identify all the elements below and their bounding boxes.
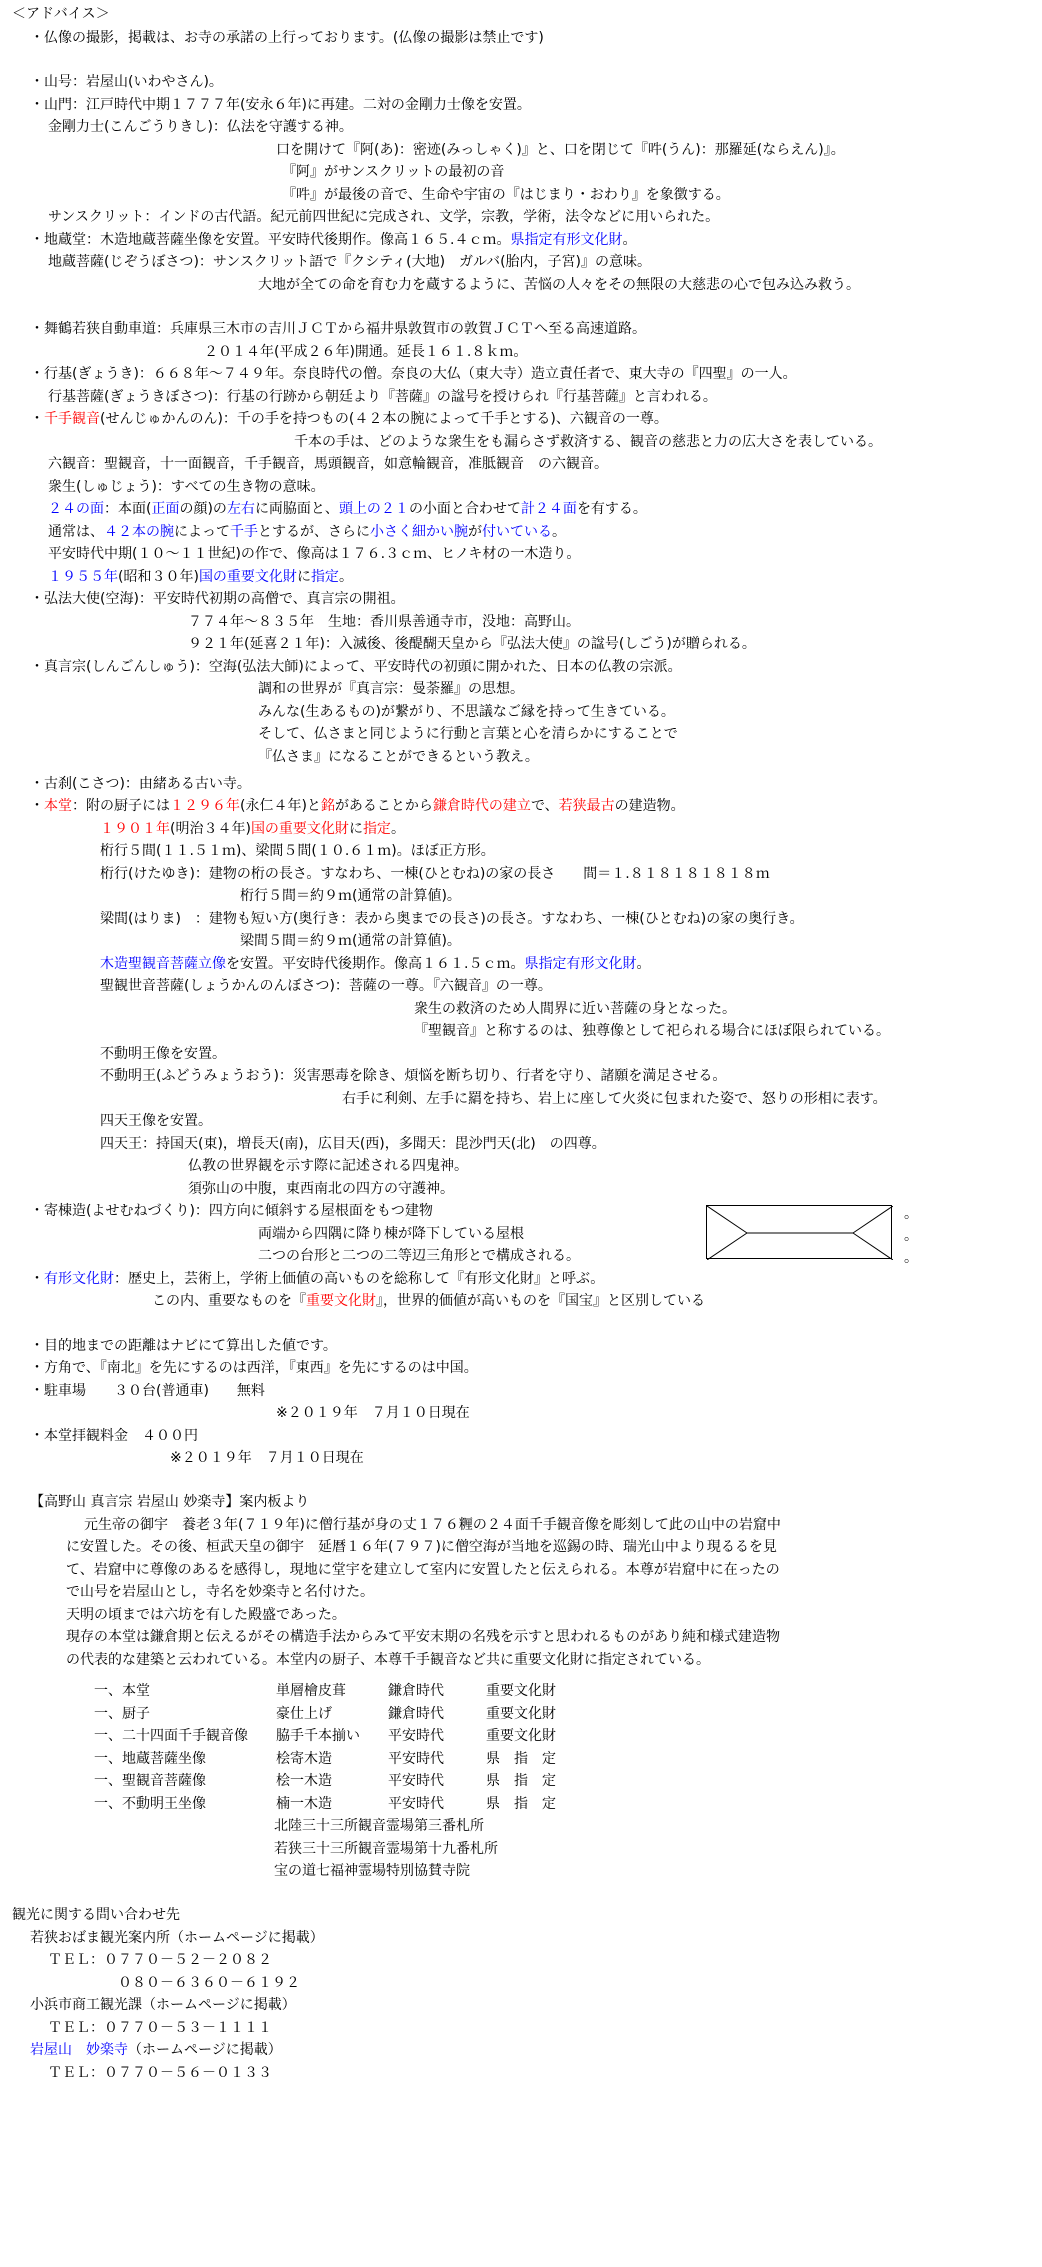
hip-roof-diagram [706,1205,892,1259]
text-line [48,456,608,472]
line-text: の小面と合わせて [408,501,521,517]
text-line [188,636,756,652]
highlight-blue-text: 付いている [482,524,552,540]
highlight-blue-text: 県指定有形文化財 [524,956,637,972]
highlight-blue-text: 岩屋山 妙楽寺 [30,2042,128,2058]
text-line [48,501,647,517]
line-text: ・ [30,1271,44,1287]
text-line [94,1728,556,1744]
text-line [30,1338,337,1354]
text-line [100,1068,726,1084]
text-line [30,321,646,337]
line-text: ・山門：江戸時代中期１７７７年(安永６年)に再建。二対の金剛力士像を安置。 [30,97,531,113]
line-text: 不動明王像を安置。 [100,1046,226,1062]
text-line [66,1652,710,1668]
text-line [100,978,552,994]
text-line [170,1450,364,1466]
line-text: ・地蔵堂：木造地蔵菩薩坐像を安置。平安時代後期作。像高１６５.４ｃｍ。 [30,232,511,248]
line-text: 一、地蔵菩薩坐像 桧寄木造 平安時代 県 指 定 [94,1751,556,1767]
text-line [30,1271,604,1287]
text-line [258,1226,524,1242]
text-line [274,1863,470,1879]
line-text: 『仏さま』になることができるという教え。 [258,749,539,765]
highlight-blue-text: 有形文化財 [44,1271,114,1287]
text-line [30,776,251,792]
text-line [48,209,719,225]
line-text: 小浜市商工観光課（ホームページに掲載） [30,1997,296,2013]
text-line [30,1997,296,2013]
text-line [258,704,675,720]
text-line [30,366,797,382]
line-text: 桁行(けたゆき)：建物の桁の長さ。すなわち、一棟(ひとむね)の家の長さ 間＝１.８１８１８１８１８ｍ [100,866,770,882]
highlight-blue-text: 県指定有形文化財 [510,232,623,248]
line-text: 平安時代中期(１０～１１世紀)の作で、像高は１７６.３ｃｍ、ヒノキ材の一木造り。 [48,546,581,562]
text-line [94,1706,556,1722]
line-text: ＜アドバイス＞ [12,6,110,22]
line-text: 衆生(しゅじょう)：すべての生き物の意味。 [48,479,325,495]
highlight-blue-text: １９５５年 [48,569,118,585]
line-text: みんな(生あるもの)が繋がり、不思議なご縁を持って生きている。 [258,704,675,720]
line-text: (せんじゅかんのん)：千の手を持つもの(４２本の腕によって千手とする)、六観音の一尊。 [100,411,668,427]
line-text: を安置。平安時代後期作。像高１６１.５ｃｍ。 [226,956,525,972]
highlight-red-text: 銘 [320,798,335,814]
text-line [30,1494,309,1510]
text-line [48,546,580,562]
line-text: ・仏像の撮影，掲載は、お寺の承諾の上行っております。(仏像の撮影は禁止です) [30,30,544,46]
highlight-blue-text: 国の重要文化財 [198,569,297,585]
line-text: ・駐車場 ３０台(普通車) 無料 [30,1383,265,1399]
line-text: に [348,821,363,837]
line-text: 【高野山 真言宗 岩屋山 妙楽寺】案内板より [30,1494,310,1510]
line-text: そして、仏さまと同じように行動と言葉と心を清らかにすることで [258,726,678,742]
line-text: 不動明王(ふどうみょうおう)：災害悪毒を除き、煩悩を断ち切り、行者を守り、諸願を満足させる。 [100,1068,727,1084]
line-text: ・山号：岩屋山(いわやさん)。 [30,74,223,90]
text-line [282,164,504,180]
line-text: によって [174,524,230,540]
highlight-red-text: 若狭最古 [558,798,615,814]
text-line [100,1046,226,1062]
line-text: の顔)の [179,501,227,517]
line-text: ：本面( [104,501,152,517]
line-text: 現存の本堂は鎌倉期と伝えるがその構造手法からみて平安末期の名残を示すと思われるものがあり純和様式建造物 [66,1629,780,1645]
line-text: 。 [552,524,566,540]
highlight-blue-text: 小さく細かい腕 [370,524,468,540]
text-line [48,524,566,540]
text-line [100,843,495,859]
roof-note-dot: 。 [904,1250,918,1266]
line-text: 聖観世音菩薩(しょうかんのんぼさつ)：菩薩の一尊。『六観音』の一尊。 [100,978,552,994]
line-text: ・舞鶴若狭自動車道：兵庫県三木市の吉川ＪＣＴから福井県敦賀市の敦賀ＪＣＴへ至る高速道路。 [30,321,646,337]
line-text: ＴＥＬ：０７７０－５２－２０８２ [48,1952,272,1968]
text-line [258,277,860,293]
highlight-red-text: 指定 [362,821,391,837]
line-text: サンスクリット：インドの古代語。紀元前四世紀に完成され、文学，宗教，学術，法令などに用いられた。 [48,209,720,225]
line-text: (永仁４年)と [240,798,321,814]
line-text: 二つの台形と二つの二等辺三角形とで構成される。 [258,1248,580,1264]
line-text: 須弥山の中腹，東西南北の四方の守護神。 [188,1181,454,1197]
line-text: ・古刹(こさつ)：由緒ある古い寺。 [30,776,251,792]
text-line [100,1136,606,1152]
text-line [30,1930,324,1946]
line-text: ・ [30,798,44,814]
text-line [84,1517,781,1533]
text-line [152,1293,705,1309]
highlight-blue-text: 木造聖観音菩薩立像 [100,956,226,972]
text-line [100,956,650,972]
highlight-red-text: 本堂 [44,798,72,814]
text-line [94,1796,556,1812]
text-line [30,411,668,427]
text-line [240,888,461,904]
line-text: 桁行５間(１１.５１ｍ)、梁間５間(１０.６１ｍ)。ほぼ正方形。 [100,843,495,859]
line-text: 桁行５間＝約９ｍ(通常の計算値)。 [240,888,461,904]
line-text: の代表的な建築と云われている。本堂内の厨子、本尊千手観音など共に重要文化財に指定されている。 [66,1652,710,1668]
text-line [94,1751,556,1767]
line-text: ・ [30,411,44,427]
line-text: の建造物。 [614,798,685,814]
line-text: (昭和３０年) [118,569,199,585]
text-line [30,232,636,248]
line-text: ・行基(ぎょうき)：６６８年～７４９年。奈良時代の僧。奈良の大仏（東大寺）造立責任者で、東大寺の『四聖』の一人。 [30,366,797,382]
text-line [188,1158,468,1174]
text-line [48,2020,272,2036]
line-text: 一、本堂 単層檜皮葺 鎌倉時代 重要文化財 [94,1683,556,1699]
highlight-blue-text: ２４の面 [48,501,104,517]
line-text: ・本堂拝観料金 ４００円 [30,1428,198,1444]
text-line [48,479,325,495]
highlight-blue-text: 正面 [151,501,180,517]
text-line [276,142,845,158]
text-line [188,614,580,630]
text-line [240,933,461,949]
line-text: 口を開けて『阿(あ)：密迹(みっしゃく)』と、口を閉じて『吽(うん)：那羅延(ならえん)』。 [276,142,845,158]
line-text: 梁間(はりま) ：建物も短い方(奥行き：表から奥までの長さ)の長さ。すなわち、一棟(ひとむね)の家の奥行き。 [100,911,804,927]
text-line [294,434,882,450]
text-line [30,1428,198,1444]
line-text: に安置した。その後、桓武天皇の御宇 延暦１６年(７９７)に僧空海が当地を巡錫の時、瑞光山中より現るるを見 [66,1539,777,1555]
text-line [100,911,804,927]
text-line [258,749,539,765]
line-text: 四天王像を安置。 [100,1113,212,1129]
text-line [100,821,405,837]
text-line [66,1584,374,1600]
hip-roof-plan-drawing [707,1206,893,1260]
line-text: ・真言宗(しんごんしゅう)：空海(弘法大師)によって、平安時代の初頭に開かれた、日本の仏教の宗派。 [30,659,682,675]
line-text: ０８０－６３６０－６１９２ [118,1975,300,1991]
text-line [66,1562,780,1578]
line-text: ＴＥＬ：０７７０－５３－１１１１ [48,2020,272,2036]
text-line [48,389,717,405]
line-text: が [468,524,482,540]
text-line [282,187,730,203]
line-text: ・弘法大使(空海)：平安時代初期の高僧で、真言宗の開祖。 [30,591,405,607]
highlight-red-text: １２９６年 [170,798,240,814]
text-line [30,798,685,814]
text-line [48,254,651,270]
text-line [12,1907,180,1923]
line-text: 北陸三十三所観音霊場第三番札所 [274,1818,484,1834]
text-line [94,1683,556,1699]
text-line [48,119,353,135]
line-text: 『阿』がサンスクリットの最初の音 [282,164,505,180]
text-line [258,681,524,697]
line-text: ２０１４年(平成２６年)開通。延長１６１.８ｋｍ。 [204,344,528,360]
text-line [48,2065,272,2081]
line-text: 』，世界的価値が高いものを『国宝』と区別している [376,1293,705,1309]
text-line [30,97,531,113]
line-text: 一、不動明王坐像 楠一木造 平安時代 県 指 定 [94,1796,556,1812]
line-text: ・寄棟造(よせむねづくり)：四方向に傾斜する屋根面をもつ建物 [30,1203,433,1219]
line-text: 仏教の世界観を示す際に記述される四鬼神。 [188,1158,468,1174]
line-text: 六観音：聖観音，十一面観音，千手観音，馬頭観音，如意輪観音，准胝観音 の六観音。 [48,456,608,472]
text-line [342,1091,887,1107]
line-text: 。 [636,956,651,972]
roof-note-dot: 。 [904,1228,918,1244]
highlight-blue-text: 計２４面 [520,501,577,517]
text-line [30,30,544,46]
highlight-blue-text: 頭上の２１ [338,501,409,517]
text-line [118,1975,300,1991]
highlight-blue-text: 千手 [230,524,258,540]
text-line [188,1181,454,1197]
line-text: （ホームページに掲載） [128,2042,282,2058]
line-text: 衆生の救済のため人間界に近い菩薩の身となった。 [414,1001,736,1017]
text-line [94,1773,556,1789]
line-text: 。 [622,232,637,248]
line-text: 一、聖観音菩薩像 桧一木造 平安時代 県 指 定 [94,1773,556,1789]
line-text: ：歴史上，芸術上，学術上価値の高いものを総称して『有形文化財』と呼ぶ。 [114,1271,605,1287]
line-text: ・目的地までの距離はナビにて算出した値です。 [30,1338,337,1354]
line-text: 元生帝の御宇 養老３年(７１９年)に僧行基が身の丈１７６糎の２４面千手観音像を彫刻して此の山中の岩窟中 [84,1517,781,1533]
text-line [414,1001,736,1017]
line-text: 地蔵菩薩(じぞうぼさつ)：サンスクリット語で『クシティ(大地) ガルバ(胎内，子宮)』の意味。 [48,254,651,270]
text-line [274,1818,484,1834]
line-text: 行基菩薩(ぎょうきぼさつ)：行基の行跡から朝廷より『菩薩』の諡号を授けられ『行基菩薩』と言われる。 [48,389,717,405]
text-line [48,1952,272,1968]
text-line [30,1360,478,1376]
line-text: 一、厨子 豪仕上げ 鎌倉時代 重要文化財 [94,1706,556,1722]
line-text: ※２０１９年 ７月１０日現在 [170,1450,364,1466]
highlight-blue-text: 指定 [310,569,339,585]
line-text: があることから [334,798,433,814]
line-text: ※２０１９年 ７月１０日現在 [276,1405,470,1421]
text-line [66,1629,780,1645]
text-line [258,726,678,742]
line-text: 両端から四隅に降り棟が降下している屋根 [258,1226,524,1242]
text-line [66,1539,777,1555]
text-line [100,1113,212,1129]
highlight-red-text: １９０１年 [100,821,170,837]
text-line [204,344,527,360]
line-text: (明治３４年) [170,821,251,837]
text-line [30,659,682,675]
line-text: 右手に利剣、左手に羂を持ち、岩上に座して火炎に包まれた姿で、怒りの形相に表す。 [342,1091,887,1107]
text-line [12,6,110,22]
line-text: ・方角で、『南北』を先にするのは西洋，『東西』を先にするのは中国。 [30,1360,478,1376]
line-text: ：附の厨子には [72,798,170,814]
line-text: ９２１年(延喜２１年)：入滅後、後醍醐天皇から『弘法大使』の諡号(しごう)が贈られる。 [188,636,756,652]
text-line [30,1383,265,1399]
line-text: 。 [338,569,353,585]
highlight-blue-text: ４２本の腕 [104,524,174,540]
line-text: とするが、さらに [258,524,370,540]
line-text: ７７４年～８３５年 生地：香川県善通寺市，没地：高野山。 [188,614,580,630]
text-line [48,569,353,585]
highlight-blue-text: 左右 [226,501,255,517]
text-line [274,1841,498,1857]
highlight-red-text: 千手観音 [44,411,100,427]
line-text: 四天王：持国天(東)，増長天(南)，広目天(西)，多聞天：毘沙門天(北) の四尊。 [100,1136,606,1152]
highlight-red-text: 国の重要文化財 [250,821,349,837]
text-line [66,1607,346,1623]
line-text: て、岩窟中に尊像のあるを感得し，現地に堂宇を建立して室内に安置したと伝えられる。本尊が岩窟中に在ったの [66,1562,780,1578]
line-text: 一、二十四面千手観音像 脇手千本揃い 平安時代 重要文化財 [94,1728,556,1744]
line-text: を有する。 [576,501,647,517]
line-text: に両脇面と、 [254,501,339,517]
text-line [258,1248,580,1264]
line-text: に [296,569,311,585]
line-text: で、 [530,798,559,814]
line-text: 観光に関する問い合わせ先 [12,1907,180,1923]
text-line [30,2042,282,2058]
line-text: 調和の世界が『真言宗：曼荼羅』の思想。 [258,681,524,697]
text-line [30,591,405,607]
highlight-red-text: 重要文化財 [306,1293,376,1309]
line-text: 。 [390,821,405,837]
line-text: 宝の道七福神霊場特別協賛寺院 [274,1863,470,1879]
text-line [30,1203,433,1219]
line-text: 『聖観音』と称するのは、独尊像として祀られる場合にほぼ限られている。 [414,1023,890,1039]
line-text: 金剛力士(こんごうりきし)：仏法を守護する神。 [48,119,353,135]
line-text: ＴＥＬ：０７７０－５６－０１３３ [48,2065,272,2081]
line-text: 通常は、 [48,524,104,540]
line-text: 天明の頃までは六坊を有した殿盛であった。 [66,1607,346,1623]
text-line [100,866,770,882]
highlight-red-text: 鎌倉時代の建立 [432,798,531,814]
line-text: で山号を岩屋山とし，寺名を妙楽寺と名付けた。 [66,1584,374,1600]
text-line [414,1023,890,1039]
line-text: 大地が全ての命を育む力を蔵するように、苦悩の人々をその無限の大慈悲の心で包み込み救う。 [258,277,860,293]
line-text: 若狭おばま観光案内所（ホームページに掲載） [30,1930,324,1946]
line-text: この内、重要なものを『 [152,1293,306,1309]
line-text: 梁間５間＝約９ｍ(通常の計算値)。 [240,933,461,949]
roof-note-dot: 。 [904,1206,918,1222]
text-line [30,74,223,90]
line-text: 若狭三十三所観音霊場第十九番札所 [274,1841,498,1857]
text-line [276,1405,470,1421]
line-text: 『吽』が最後の音で、生命や宇宙の『はじまり・おわり』を象徴する。 [282,187,730,203]
line-text: 千本の手は、どのような衆生をも漏らさず救済する、観音の慈悲と力の広大さを表している。 [294,434,882,450]
